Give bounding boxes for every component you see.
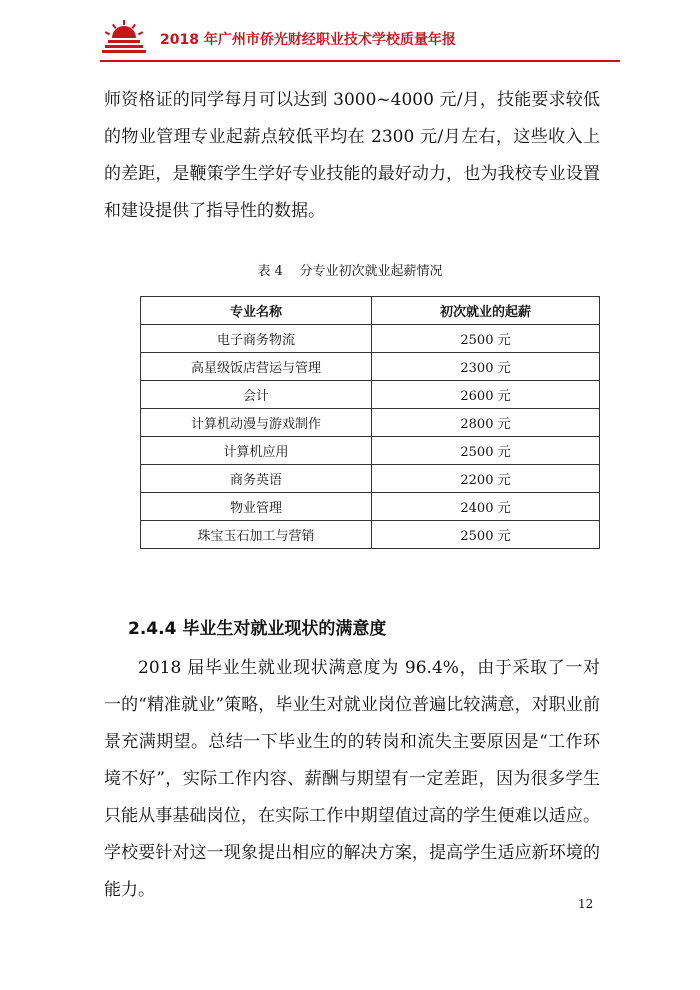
table-row [141, 437, 600, 465]
salary-cell: 2200 元 [372, 465, 600, 493]
salary-cell: 2600 元 [372, 381, 600, 409]
major-cell: 计算机应用 [141, 437, 372, 465]
major-cell: 商务英语 [141, 465, 372, 493]
column-header-major: 专业名称 [141, 297, 372, 325]
salary-cell: 2500 元 [372, 521, 600, 549]
table-row [141, 521, 600, 549]
table-caption: 表 4 分专业初次就业起薪情况 [257, 264, 443, 279]
salary-cell: 2800 元 [372, 409, 600, 437]
major-cell: 珠宝玉石加工与营销 [141, 521, 372, 549]
table-row [141, 493, 600, 521]
table-row [141, 325, 600, 353]
section-paragraph: 2018 届毕业生就业现状满意度为 96.4%，由于采取了一对一的“精准就业”策略，毕业生对就业岗位普遍比较满意，对职业前景充满期望。总结一下毕业生的的转岗和流失主要原因是“工作环境不好”，实际工作内容、薪酬与期望有一定差距，因为很多学生只能从事基础岗位，在实际工作中期望值过高的学生便难以适应。学校要针对这一现象提出相应的解决方案，提高学生适应新环境的能力。 [104, 658, 600, 900]
salary-cell: 2300 元 [372, 353, 600, 381]
page-header [100, 20, 620, 60]
header-title: 2018 年广州市侨光财经职业技术学校质量年报 [160, 32, 456, 48]
school-emblem-icon [100, 20, 148, 58]
salary-cell: 2500 元 [372, 325, 600, 353]
table-row [141, 409, 600, 437]
body-paragraph: 师资格证的同学每月可以达到 3000~4000 元/月，技能要求较低的物业管理专业起薪点较低平均在 2300 元/月左右，这些收入上的差距，是鞭策学生学好专业技能的最好动力，也为我校专业设置和建设提供了指导性的数据。 [104, 90, 600, 221]
table-row [141, 465, 600, 493]
major-cell: 高星级饭店营运与管理 [141, 353, 372, 381]
salary-table [140, 296, 600, 549]
table-header-row [141, 297, 600, 325]
header-divider [100, 60, 620, 62]
table-row [141, 353, 600, 381]
major-cell: 物业管理 [141, 493, 372, 521]
salary-cell: 2400 元 [372, 493, 600, 521]
major-cell: 会计 [141, 381, 372, 409]
salary-cell: 2500 元 [372, 437, 600, 465]
table-row [141, 381, 600, 409]
column-header-salary: 初次就业的起薪 [372, 297, 600, 325]
major-cell: 计算机动漫与游戏制作 [141, 409, 372, 437]
major-cell: 电子商务物流 [141, 325, 372, 353]
page-number: 12 [578, 897, 594, 911]
section-heading: 2.4.4 毕业生对就业现状的满意度 [128, 619, 387, 639]
